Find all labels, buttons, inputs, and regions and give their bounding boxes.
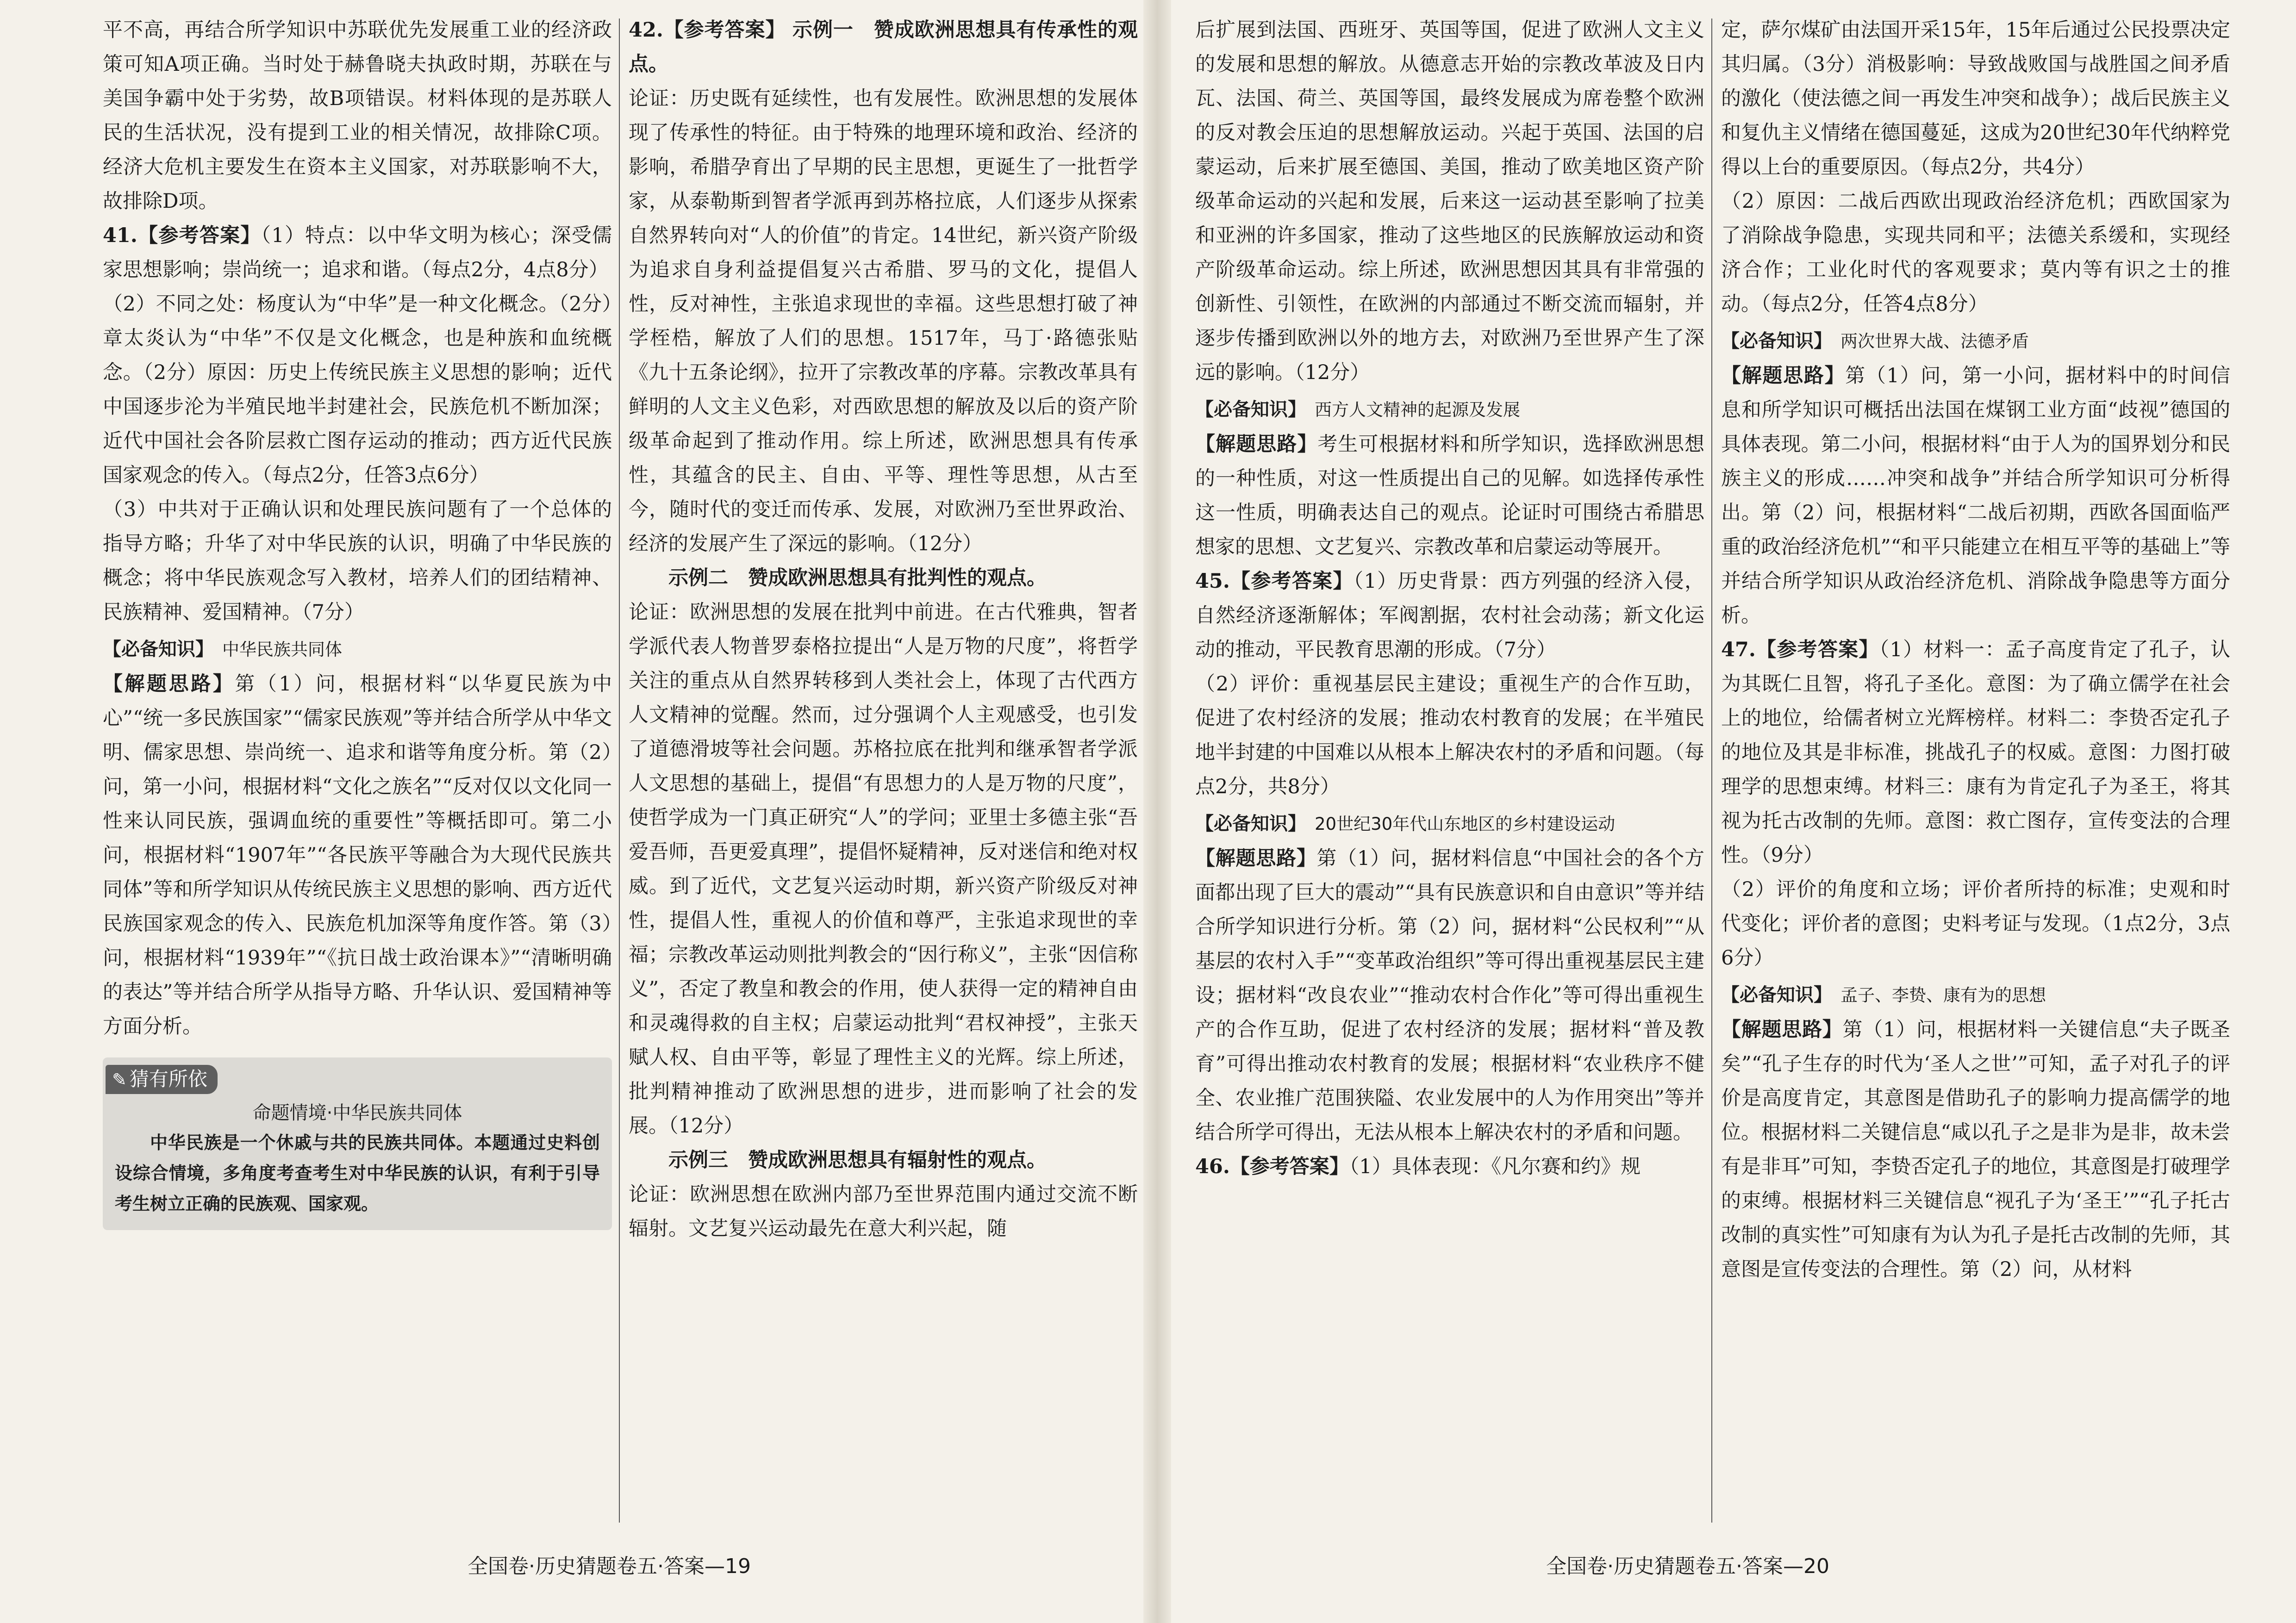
example-3-title-line (629, 1143, 1138, 1177)
solution-label: 【解题思路】 (1195, 847, 1317, 870)
answer-46 (1195, 1150, 1704, 1184)
page-footer-left: 全国卷·历史猜题卷五·答案—19 (468, 1555, 751, 1578)
example-3-body: 论证：欧洲思想在欧洲内部乃至世界范围内通过交流不断辐射。文艺复兴运动最先在意大利兴起，随 (629, 1183, 1138, 1240)
knowledge-line-47 (1721, 978, 2230, 1013)
column-3 (1195, 13, 1704, 1540)
solution-idea-47 (1721, 1013, 2230, 1287)
answer-46-continued: 定，萨尔煤矿由法国开采15年，15年后通过公民投票决定其归属。（3分）消极影响：导致战败国与战胜国之间矛盾的激化（使法德之间一再发生冲突和战争）；战后民族主义和复仇主义情绪在德国蔓延，这成为20世纪30年代纳粹党得以上台的重要原因。（每点2分，共4分） (1721, 19, 2230, 179)
answer-46-heading: 46.【参考答案】 (1195, 1155, 1349, 1178)
solution-idea-41 (103, 667, 612, 1044)
knowledge-label: 【必备知识】 (1195, 399, 1306, 420)
example-2-title: 示例二 赞成欧洲思想具有批判性的观点。 (668, 566, 1047, 590)
answer-47-part2: （2）评价的角度和立场；评价者所持的标准；史观和时代变化；评价者的意图；史料考证与发现。（1点2分，3点6分） (1721, 878, 2230, 970)
answer-41 (103, 218, 612, 287)
knowledge-value: 中华民族共同体 (222, 640, 342, 659)
knowledge-line-45 (1195, 807, 1704, 841)
knowledge-value: 孟子、李贽、康有为的思想 (1841, 985, 2046, 1005)
knowledge-line-46 (1721, 324, 2230, 359)
column-1 (103, 13, 612, 1540)
column-divider (1711, 19, 1712, 1523)
solution-idea-46 (1721, 359, 2230, 633)
knowledge-label: 【必备知识】 (1721, 984, 1832, 1006)
answer-41-part3: （3）中共对于正确认识和处理民族问题有了一个总体的指导方略；升华了对中华民族的认识，明确了中华民族的概念；将中华民族观念写入教材，培养人们的团结精神、民族精神、爱国精神。（7分） (103, 498, 612, 624)
answer-45-part1: （1）历史背景：西方列强的经济入侵，自然经济逐渐解体；军阀割据，农村社会动荡；新文化运动的推动，平民教育思潮的形成。（7分） (1195, 570, 1704, 661)
answer-47-heading: 47.【参考答案】 (1721, 638, 1879, 661)
guess-basis-body: 中华民族是一个休戚与共的民族共同体。本题通过史料创设综合情境，多角度考查考生对中华民族的认识，有利于引导考生树立正确的民族观、国家观。 (115, 1132, 600, 1214)
example-3-continued: 后扩展到法国、西班牙、英国等国，促进了欧洲人文主义的发展和思想的解放。从德意志开始的宗教改革波及日内瓦、法国、荷兰、英国等国，最终发展成为席卷整个欧洲的反对教会压迫的思想解放运动。兴起于英国、法国的启蒙运动，后来扩展至德国、美国，推动了欧美地区资产阶级革命运动的兴起和发展，后来这一运动甚至影响了拉美和亚洲的许多国家，推动了这些地区的民族解放运动和资产阶级革命运动。综上所述，欧洲思想因其具有非常强的创新性、引领性，在欧洲的内部通过不断交流而辐射，并逐步传播到欧洲以外的地方去，对欧洲乃至世界产生了深远的影响。（12分） (1195, 19, 1704, 384)
guess-basis-tab (106, 1065, 218, 1094)
answer-45-part2: （2）评价：重视基层民主建设；重视生产的合作互助，促进了农村经济的发展；推动农村教育的发展；在半殖民地半封建的中国难以从根本上解决农村的矛盾和问题。（每点2分，共8分） (1195, 672, 1704, 798)
column-4 (1721, 13, 2230, 1540)
knowledge-value: 20世纪30年代山东地区的乡村建设运动 (1315, 814, 1616, 834)
solution-label: 【解题思路】 (1721, 1018, 1843, 1041)
answer-45-heading: 45.【参考答案】 (1195, 570, 1354, 593)
knowledge-line-41 (103, 632, 612, 667)
answer-45 (1195, 564, 1704, 667)
knowledge-label: 【必备知识】 (1721, 330, 1832, 352)
solution-idea-45 (1195, 841, 1704, 1150)
solution-idea-42 (1195, 427, 1704, 564)
solution-label: 【解题思路】 (1195, 433, 1318, 456)
knowledge-label: 【必备知识】 (1195, 813, 1306, 834)
answer-46-part2: （2）原因：二战后西欧出现政治经济危机；西欧国家为了消除战争隐患，实现共同和平；法德关系缓和，实现经济合作；工业化时代的客观要求；莫内等有识之士的推动。（每点2分，任答4点8分） (1721, 190, 2230, 316)
page-footer-right: 全国卷·历史猜题卷五·答案—20 (1546, 1555, 1829, 1578)
answer-47 (1721, 633, 2230, 872)
knowledge-value: 西方人文精神的起源及发展 (1315, 400, 1520, 420)
knowledge-line-42 (1195, 392, 1704, 427)
example-3-title: 示例三 赞成欧洲思想具有辐射性的观点。 (668, 1149, 1047, 1172)
answer-46-part1: （1）具体表现：《凡尔赛和约》规 (1349, 1155, 1641, 1178)
knowledge-label: 【必备知识】 (103, 639, 214, 660)
answer-42-heading: 42.【参考答案】 (629, 19, 786, 42)
guess-basis-title: 命题情境·中华民族共同体 (252, 1102, 462, 1124)
solution-text: 第（1）问，据材料信息“中国社会的各个方面都出现了巨大的震动”“具有民族意识和自由意识”等并结合所学知识进行分析。第（2）问，据材料“公民权利”“从基层的农村入手”“变革政治组织”等可得出重视基层民主建设；据材料“改良农业”“推动农村合作化”等可得出重视生产的合作互助，促进了农村经济的发展；据材料“普及教育”可得出推动农村教育的发展；根据材料“农业秩序不健全、农业推广范围狭隘、农业发展中的人为作用突出”等并结合所学可得出，无法从根本上解决农村的矛盾和问题。 (1195, 847, 1704, 1144)
solution-text: 第（1）问，第一小问，据材料中的时间信息和所学知识可概括出法国在煤钢工业方面“歧视”德国的具体表现。第二小问，根据材料“由于人为的国界划分和民族主义的形成……冲突和战争”并结合所学知识可分析得出。第（2）问，根据材料“二战后初期，西欧各国面临严重的政治经济危机”“和平只能建立在相互平等的基础上”等并结合所学知识从政治经济危机、消除战争隐患等方面分析。 (1721, 364, 2230, 627)
guess-basis-label: 猜有所依 (129, 1068, 207, 1090)
example-1-title: 示例一 赞成欧洲思想具有传承性的观点。 (629, 19, 1138, 76)
solution-label: 【解题思路】 (1721, 364, 1846, 387)
answer-47-part1: （1）材料一：孟子高度肯定了孔子，认为其既仁且智，将孔子圣化。意图：为了确立儒学在社会上的地位，给儒者树立光辉榜样。材料二：李贽否定孔子的地位及其是非标准，挑战孔子的权威。意图：力图打破理学的思想束缚。材料三：康有为肯定孔子为圣王，将其视为托古改制的先师。意图：救亡图存，宣传变法的合理性。（9分） (1721, 638, 2230, 867)
solution-label: 【解题思路】 (103, 672, 235, 696)
answer-42-header (629, 13, 1138, 81)
column-divider (619, 19, 620, 1523)
example-1-body: 论证：历史既有延续性，也有发展性。欧洲思想的发展体现了传承性的特征。由于特殊的地理环境和政治、经济的影响，希腊孕育出了早期的民主思想，更诞生了一批哲学家，从泰勒斯到智者学派再到苏格拉底，人们逐步从探索自然界转向对“人的价值”的肯定。14世纪，新兴资产阶级为追求自身利益提倡复兴古希腊、罗马的文化，提倡人性，反对神性，主张追求现世的幸福。这些思想打破了神学桎梏，解放了人们的思想。1517年，马丁·路德张贴《九十五条论纲》，拉开了宗教改革的序幕。宗教改革具有鲜明的人文主义色彩，对西欧思想的解放及以后的资产阶级革命起到了推动作用。综上所述，欧洲思想具有传承性，其蕴含的民主、自由、平等、理性等思想，从古至今，随时代的变迁而传承、发展，对欧洲乃至世界政治、经济的发展产生了深远的影响。（12分） (629, 87, 1138, 555)
answer-41-part1: （1）特点：以中华文明为核心；深受儒家思想影响；崇尚统一；追求和谐。（每点2分，4点8分） (103, 224, 612, 281)
pen-icon: ✎ (112, 1070, 127, 1090)
guess-basis-box (103, 1057, 612, 1230)
solution-text: 第（1）问，根据材料“以华夏民族为中心”“统一多民族国家”“儒家民族观”等并结合所学从中华文明、儒家思想、崇尚统一、追求和谐等角度分析。第（2）问，第一小问，根据材料“文化之族名”“反对仅以文化同一性来认同民族，强调血统的重要性”等概括即可。第二小问，根据材料“1907年”“各民族平等融合为大现代民族共同体”等和所学知识从传统民族主义思想的影响、西方近代民族国家观念的传入、民族危机加深等角度作答。第（3）问，根据材料“1939年”“《抗日战士政治课本》”“清晰明确的表达”等并结合所学从指导方略、升华认识、爱国精神等方面分析。 (103, 672, 612, 1038)
column-2 (629, 13, 1138, 1540)
answer-41-heading: 41.【参考答案】 (103, 224, 261, 247)
book-gutter (1143, 0, 1171, 1623)
answer-40-continued: 平不高，再结合所学知识中苏联优先发展重工业的经济政策可知A项正确。当时处于赫鲁晓夫执政时期，苏联在与美国争霸中处于劣势，故B项错误。材料体现的是苏联人民的生活状况，没有提到工业的相关情况，故排除C项。经济大危机主要发生在资本主义国家，对苏联影响不大，故排除D项。 (103, 19, 612, 213)
knowledge-value: 两次世界大战、法德矛盾 (1841, 331, 2029, 351)
example-2-title-line (629, 561, 1138, 595)
example-2-body: 论证：欧洲思想的发展在批判中前进。在古代雅典，智者学派代表人物普罗泰格拉提出“人是万物的尺度”，将哲学关注的重点从自然界转移到人类社会上，体现了古代西方人文精神的觉醒。然而，过分强调个人主观感受，也引发了道德滑坡等社会问题。苏格拉底在批判和继承智者学派人文思想的基础上，提倡“有思想力的人是万物的尺度”，使哲学成为一门真正研究“人”的学问；亚里士多德主张“吾爱吾师，吾更爱真理”，提倡怀疑精神，反对迷信和绝对权威。到了近代，文艺复兴运动时期，新兴资产阶级反对神性，提倡人性，重视人的价值和尊严，主张追求现世的幸福；宗教改革运动则批判教会的“因行称义”，主张“因信称义”，否定了教皇和教会的作用，使人获得一定的精神自由和灵魂得救的自主权；启蒙运动批判“君权神授”，主张天赋人权、自由平等，彰显了理性主义的光辉。综上所述，批判精神推动了欧洲思想的进步，进而影响了社会的发展。（12分） (629, 601, 1138, 1138)
solution-text: 第（1）问，根据材料一关键信息“夫子既圣矣”“孔子生存的时代为‘圣人之世’”可知，孟子对孔子的评价是高度肯定，其意图是借助孔子的影响力提高儒学的地位。根据材料二关键信息“咸以孔子之是非为是非，故未尝有是非耳”可知，李贽否定孔子的地位，其意图是打破理学的束缚。根据材料三关键信息“视孔子为‘圣王’”“孔子托古改制的真实性”可知康有为认为孔子是托古改制的先师，其意图是宣传变法的合理性。第（2）问，从材料 (1721, 1018, 2230, 1281)
answer-41-part2: （2）不同之处：杨度认为“中华”是一种文化概念。（2分）章太炎认为“中华”不仅是文化概念，也是种族和血统概念。（2分）原因：历史上传统民族主义思想的影响；近代中国逐步沦为半殖民地半封建社会，民族危机不断加深；近代中国社会各阶层救亡图存运动的推动；西方近代民族国家观念的传入。（每点2分，任答3点6分） (103, 292, 612, 487)
solution-text: 考生可根据材料和所学知识，选择欧洲思想的一种性质，对这一性质提出自己的见解。如选择传承性这一性质，明确表达自己的观点。论证时可围绕古希腊思想家的思想、文艺复兴、宗教改革和启蒙运动等展开。 (1195, 433, 1704, 559)
